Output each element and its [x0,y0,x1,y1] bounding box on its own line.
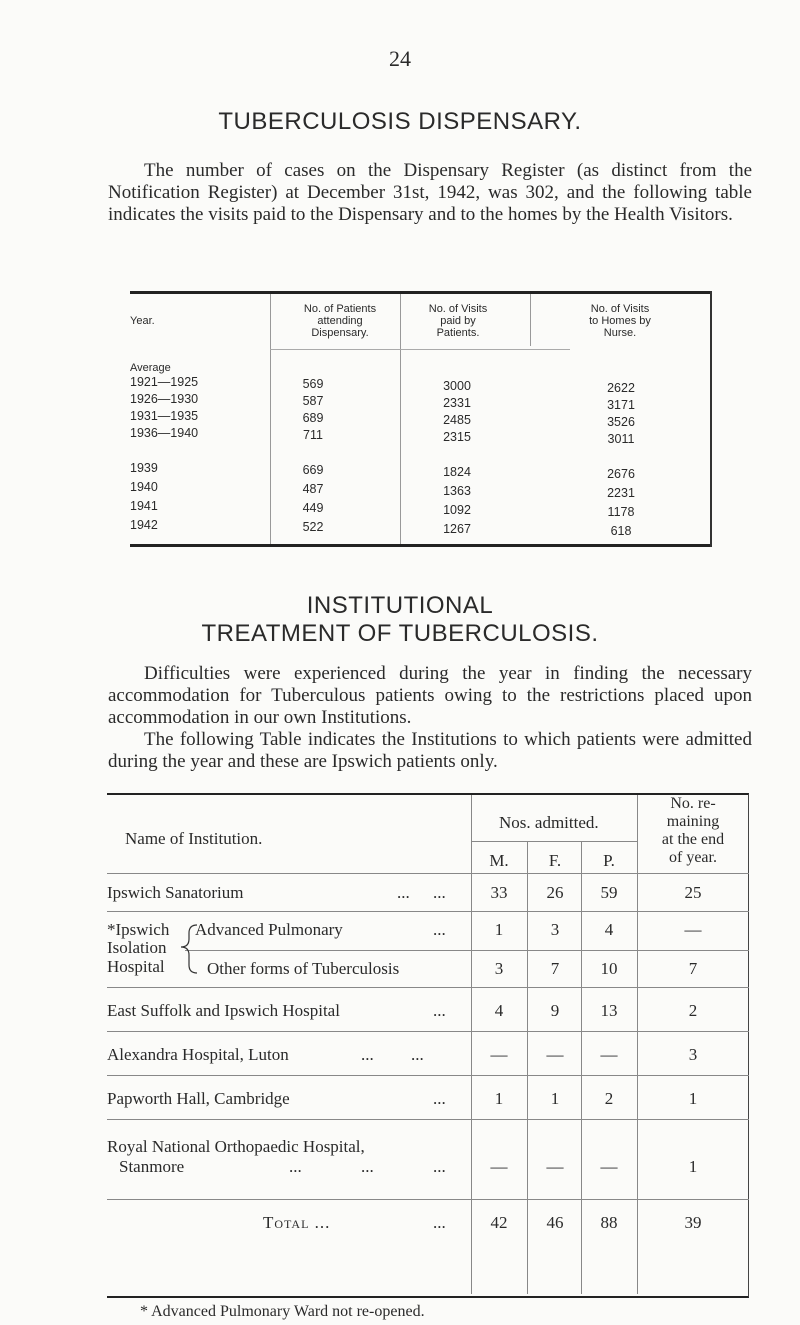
institution-name: Other forms of Tuberculosis [207,959,400,978]
leader-dots: ... [361,1157,374,1176]
table-cell: 1 [494,1089,504,1108]
table-cell: — [546,1157,564,1176]
header-line: paid by [440,315,476,327]
institutions-table [107,793,751,1297]
table-cell: 3526 [607,415,635,429]
header-patients [280,303,400,339]
header-line: at the end [661,831,725,848]
row-rule [107,987,749,988]
total-label: Total ... [263,1213,331,1232]
leader-dots: ... [433,1157,446,1176]
footnote: * Advanced Pulmonary Ward not re-opened. [140,1303,425,1320]
header-remaining [638,795,748,867]
header-m: M. [489,851,509,870]
institution-name: Papworth Hall, Cambridge [107,1089,290,1108]
header-line: to Homes by [589,315,651,327]
total-cell: 42 [490,1213,508,1232]
institutional-paragraph-1: Difficulties were experienced during the year in finding the necessary accommodation for Tuberculous patients owing to the restrictions placed upon accommodation in our own Institutions. [108,663,752,728]
table-cell: 1092 [443,503,471,517]
table-cell: 3171 [607,398,635,412]
table-cell: 7 [688,959,698,978]
table-cell: 2315 [443,430,471,444]
page-number: 24 [389,46,411,71]
table-cell: — [684,920,702,939]
table-rule [130,291,712,294]
table-cell: 2485 [443,413,471,427]
table-cell: 2231 [607,486,635,500]
table-cell: 13 [600,1001,618,1020]
table-row-year: 1926—1930 [130,392,199,406]
group-label-isolation: Isolation [107,938,167,957]
institution-name: Royal National Orthopaedic Hospital, [107,1137,365,1156]
table-cell: 26 [546,883,564,902]
institution-name: Alexandra Hospital, Luton [107,1045,289,1064]
table-cell: 4 [604,920,614,939]
table-cell: 1 [550,1089,560,1108]
total-cell: 39 [684,1213,702,1232]
table-cell: — [490,1157,508,1176]
table-cell: 3011 [607,432,635,446]
table-row-year: 1939 [130,461,158,475]
total-cell: 88 [600,1213,618,1232]
leader-dots: ... [411,1045,424,1064]
table-cell: 689 [302,411,324,425]
table-cell: 711 [303,428,323,442]
header-line: Patients. [436,327,480,339]
table-cell: 522 [302,520,324,534]
total-cell: 46 [546,1213,564,1232]
table-cell: 4 [494,1001,504,1020]
table-cell: 25 [684,883,702,902]
table-cell: — [600,1157,618,1176]
table-row-year: 1931—1935 [130,409,199,423]
column-divider [637,795,638,1294]
table-cell: — [600,1045,618,1064]
table-cell: 1267 [443,522,471,536]
header-p: P. [603,851,615,870]
header-line: attending [317,315,363,327]
table-cell: 2 [688,1001,698,1020]
table-row-year: 1942 [130,518,158,532]
row-rule [107,1119,749,1120]
table-cell: 2 [604,1089,614,1108]
header-homes [560,303,680,339]
leader-dots: ... [433,920,446,939]
table-cell: 3 [494,959,504,978]
table-cell: 1 [494,920,504,939]
row-rule [107,1199,749,1200]
leader-dots: ... [289,1157,302,1176]
leader-dots: ... [433,1001,446,1020]
section-title-dispensary: TUBERCULOSIS DISPENSARY. [218,108,582,135]
header-line: No. of Visits [590,303,650,315]
header-line: No. re- [670,795,716,812]
institution-name: Advanced Pulmonary [195,920,343,939]
table-cell: 10 [600,959,618,978]
header-line: maining [666,813,720,830]
table-cell: 33 [490,883,508,902]
leader-dots: ... [397,883,410,902]
table-row-year: 1936—1940 [130,426,199,440]
header-line: No. of Patients [303,303,377,315]
table-cell: 2331 [443,396,471,410]
group-label-ipswich: *Ipswich [107,920,170,939]
table-cell: 618 [610,524,632,538]
header-line: Dispensary. [311,327,369,339]
table-rule [130,544,712,547]
leader-dots: ... [433,1213,446,1232]
header-line: of year. [669,849,717,866]
row-rule [185,950,749,951]
table-cell: 587 [302,394,324,408]
table-cell: 669 [302,463,324,477]
table-cell: 3 [688,1045,698,1064]
table-cell: 9 [550,1001,560,1020]
table-cell: 3000 [443,379,471,393]
table-cell: 1 [688,1089,698,1108]
header-year: Year. [130,315,155,327]
section-subtitle-institutional: TREATMENT OF TUBERCULOSIS. [201,620,599,647]
leader-dots: ... [361,1045,374,1064]
row-rule [107,1031,749,1032]
header-line: Nurse. [603,327,637,339]
institutional-paragraph-2: The following Table indicates the Institutions to which patients were admitted during the year and these are Ipswich patients only. [108,729,752,772]
row-rule [107,911,749,912]
table-cell: — [546,1045,564,1064]
row-rule [107,873,749,874]
header-f: F. [548,851,562,870]
table-cell: 1363 [443,484,471,498]
table-row-year: 1941 [130,499,158,513]
average-label: Average [130,362,171,374]
table-row-year: 1940 [130,480,158,494]
table-cell: 2676 [607,467,635,481]
institution-name: East Suffolk and Ipswich Hospital [107,1001,340,1020]
header-institution: Name of Institution. [125,829,263,848]
section-title-institutional: INSTITUTIONAL [306,592,494,619]
institution-name-line2: Stanmore [119,1157,185,1176]
table-cell: 569 [302,377,324,391]
table-cell: 3 [550,920,560,939]
header-rule [471,841,637,842]
table-cell: — [490,1045,508,1064]
header-line: No. of Visits [428,303,488,315]
column-divider [530,294,531,346]
header-rule [270,349,570,350]
leader-dots: ... [433,1089,446,1108]
table-cell: 1 [688,1157,698,1176]
table-cell: 59 [600,883,618,902]
table-cell: 1824 [443,465,471,479]
header-visits [398,303,518,339]
table-cell: 449 [302,501,324,515]
table-cell: 2622 [607,381,635,395]
table-cell: 487 [302,482,324,496]
leader-dots: ... [433,883,446,902]
row-rule [107,1075,749,1076]
table-row-year: 1921—1925 [130,375,199,389]
dispensary-table [130,291,712,547]
header-admitted: Nos. admitted. [499,813,599,832]
group-label-hospital: Hospital [107,957,165,976]
table-cell: 7 [550,959,560,978]
dispensary-intro: The number of cases on the Dispensary Register (as distinct from the Notification Register) at December 31st, 1942, was 302, and the following table indicates the visits paid to the Dispensary and to the homes by the Health Visitors. [108,160,752,225]
institution-name: Ipswich Sanatorium [107,883,244,902]
table-rule [710,291,712,547]
table-cell: 1178 [607,505,635,519]
